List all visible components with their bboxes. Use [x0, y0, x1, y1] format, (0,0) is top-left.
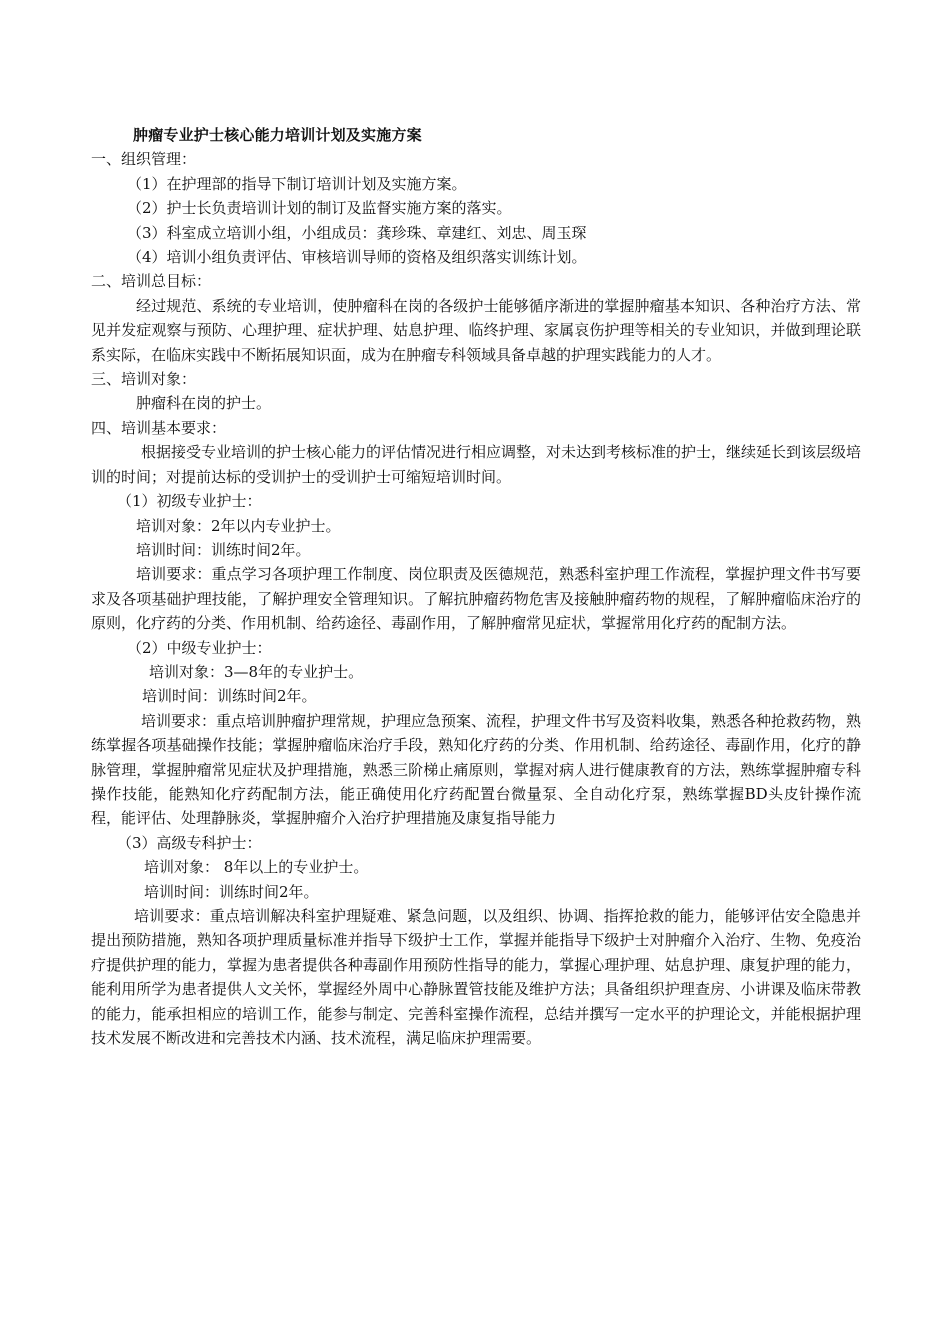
audience-text: 肿瘤科在岗的护士。: [136, 394, 272, 413]
senior-time: 培训时间：训练时间2年。: [144, 882, 319, 901]
organization-item-1: （1）在护理部的指导下制订培训计划及实施方案。: [127, 174, 467, 193]
section-heading-goal: 二、培训总目标：: [91, 272, 212, 291]
section-heading-requirements: 四、培训基本要求：: [91, 418, 227, 437]
junior-heading: （1）初级专业护士：: [117, 492, 262, 511]
goal-paragraph: 经过规范、系统的专业培训，使肿瘤科在岗的各级护士能够循序渐进的掌握肿瘤基本知识、各种治疗方法、常见并发症观察与预防、心理护理、症状护理、姑息护理、临终护理、家属哀伤护理等相关的专业知识，并做到理论联系实际，在临床实践中不断拓展知识面，成为在肿瘤专科领域具备卓越的护理实践能力的人才。: [91, 296, 861, 364]
junior-time: 培训时间：训练时间2年。: [136, 540, 311, 559]
junior-requirements: 培训要求：重点学习各项护理工作制度、岗位职责及医德规范，熟悉科室护理工作流程，掌握护理文件书写要求及各项基础护理技能，了解护理安全管理知识。了解抗肿瘤药物危害及接触肿瘤药物的规程，了解肿瘤临床治疗的原则，化疗药的分类、作用机制、给药途径、毒副作用，了解肿瘤常见症状，掌握常用化疗药的配制方法。: [91, 565, 861, 633]
middle-heading: （2）中级专业护士：: [127, 638, 272, 657]
senior-target: 培训对象： 8年以上的专业护士。: [144, 858, 369, 877]
document-body: [91, 123, 861, 1050]
document-title: 肿瘤专业护士核心能力培训计划及实施方案: [133, 126, 422, 144]
section-heading-organization: 一、组织管理：: [91, 150, 197, 169]
middle-target: 培训对象：3—8年的专业护士。: [149, 662, 364, 681]
senior-requirements: 培训要求：重点培训解决科室护理疑难、紧急问题，以及组织、协调、指挥抢救的能力，能够评估安全隐患并提出预防措施，熟知各项护理质量标准并指导下级护士工作，掌握并能指导下级护士对肿瘤介入治疗、生物、免疫治疗提供护理的能力，掌握为患者提供各种毒副作用预防性指导的能力，掌握心理护理、姑息护理、康复护理的能力，能利用所学为患者提供人文关怀，掌握经外周中心静脉置管技能及维护方法；具备组织护理查房、小讲课及临床带教的能力，能承担相应的培训工作，能参与制定、完善科室操作流程，总结并撰写一定水平的护理论文，并能根据护理技术发展不断改进和完善技术内涵、技术流程，满足临床护理需要。: [91, 907, 861, 1048]
organization-item-2: （2）护士长负责培训计划的制订及监督实施方案的落实。: [127, 199, 512, 218]
senior-heading: （3）高级专科护士：: [117, 833, 262, 852]
requirements-paragraph: 根据接受专业培训的护士核心能力的评估情况进行相应调整，对未达到考核标准的护士，继续延长到该层级培训的时间；对提前达标的受训护士的受训护士可缩短培训时间。: [91, 443, 862, 486]
section-heading-audience: 三、培训对象：: [91, 370, 197, 389]
organization-item-4: （4）培训小组负责评估、审核培训导师的资格及组织落实训练计划。: [127, 248, 587, 267]
middle-requirements: 培训要求：重点培训肿瘤护理常规，护理应急预案、流程，护理文件书写及资料收集，熟悉各种抢救药物，熟练掌握各项基础操作技能；掌握肿瘤临床治疗手段，熟知化疗药的分类、作用机制、给药途径、毒副作用，化疗的静脉管理，掌握肿瘤常见症状及护理措施，熟悉三阶梯止痛原则，掌握对病人进行健康教育的方法，熟练掌握肿瘤专科操作技能，能熟知化疗药配制方法，能正确使用化疗药配置台微量泵、全自动化疗泵，熟练掌握BD头皮针操作流程，能评估、处理静脉炎，掌握肿瘤介入治疗护理措施及康复指导能力: [91, 711, 862, 828]
organization-item-3: （3）科室成立培训小组，小组成员：龚珍珠、章建红、刘忠、周玉琛: [127, 223, 587, 242]
middle-time: 培训时间：训练时间2年。: [142, 687, 317, 706]
junior-target: 培训对象：2年以内专业护士。: [136, 516, 341, 535]
